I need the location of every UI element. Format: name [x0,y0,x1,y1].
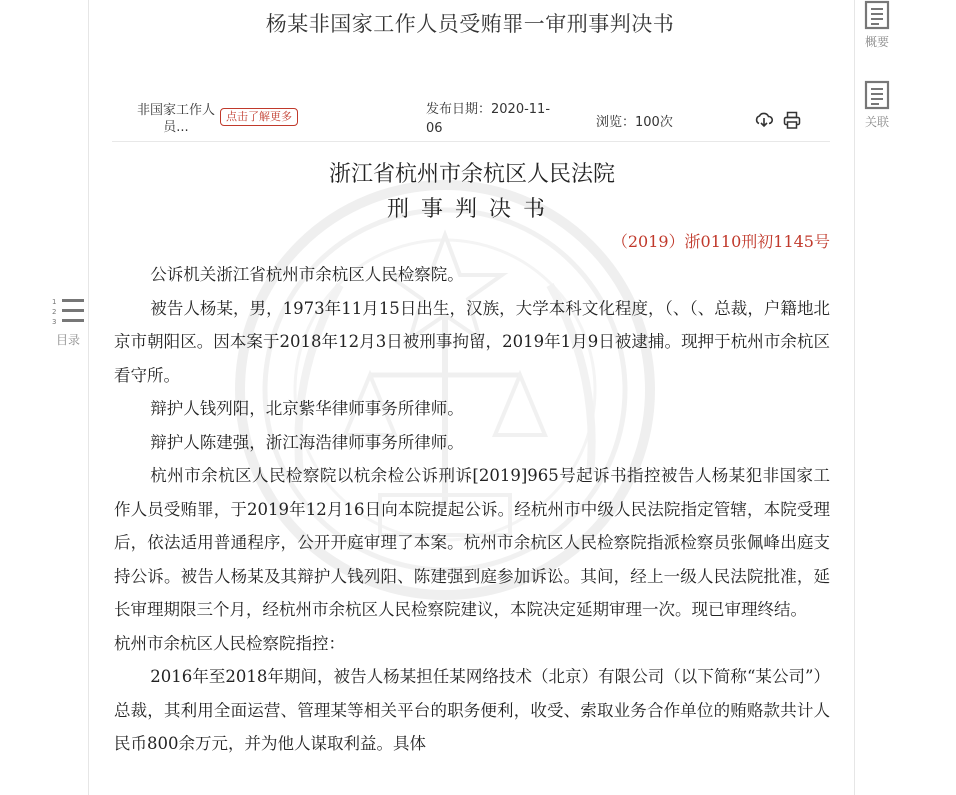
overview-label: 概要 [864,35,889,49]
view-count: 浏览：100次 [596,115,673,130]
svg-text:2: 2 [52,308,57,316]
document-meta-bar [100,100,840,140]
related-label: 关联 [864,115,889,129]
toc-button[interactable] [44,296,92,348]
case-number: （2019）浙0110刑初1145号 [611,232,830,251]
paragraph: 杭州市余杭区人民检察院指控： [114,633,345,653]
meta-divider [112,141,830,142]
paragraph: 被告人杨某，男，1973年11月15日出生，汉族，大学本科文化程度，（、（、总裁，户籍地北京市朝阳区。因本案于2018年12月3日被刑事拘留，2019年1月9日被逮捕。现押于杭州市余杭区看守所。 [114,298,830,385]
paragraph: 2016年至2018年期间，被告人杨某担任某网络技术（北京）有限公司（以下简称“某公司”）总裁，其利用全面运营、管理某等相关平台的职务便利，收受、索取业务合作单位的贿赂款共计人民币800余万元，并为他人谋取利益。具体 [114,667,830,753]
svg-text:1: 1 [52,298,57,306]
document-title: 杨某非国家工作人员受贿罪一审刑事判决书 [265,12,675,36]
case-category: 非国家工作人员... [136,103,215,135]
overview-button[interactable] [853,0,901,50]
publish-date: 发布日期：2020-11-06 [426,102,551,136]
learn-more-button[interactable]: 点击了解更多 [220,108,298,126]
paragraph: 杭州市余杭区人民检察院以杭余检公诉刑诉[2019]965号起诉书指控被告人杨某犯非国家工作人员受贿罪，于2019年12月16日向本院提起公诉。经杭州市中级人民法院指定管辖，本院受理后，依法适用普通程序，公开开庭审理了本案。杭州市余杭区人民检察院指派检察员张佩峰出庭支持公诉。被告人杨某及其辩护人钱列阳、陈建强到庭参加诉讼。其间，经上一级人民法院批准，延长审理期限三个月，经杭州市余杭区人民检察院建议，本院决定延期审理一次。现已审理终结。 [114,466,830,619]
judgment-type: 刑事判决书 [386,197,557,222]
toc-label: 目录 [55,333,80,347]
document-list-icon [864,0,890,30]
paragraph: 辩护人钱列阳，北京紫华律师事务所律师。 [150,399,464,418]
print-icon[interactable] [782,110,802,130]
content-left-border [88,0,89,795]
paragraph: 辩护人陈建强，浙江海浩律师事务所律师。 [150,432,464,452]
download-icon[interactable] [754,110,774,130]
related-button[interactable] [853,80,901,130]
paragraph: 公诉机关浙江省杭州市余杭区人民检察院。 [150,265,464,284]
document-list-icon [864,80,890,110]
svg-text:3: 3 [52,318,57,326]
court-name: 浙江省杭州市余杭区人民法院 [328,162,615,187]
judgment-body [114,258,830,761]
numbered-list-icon [50,296,86,328]
